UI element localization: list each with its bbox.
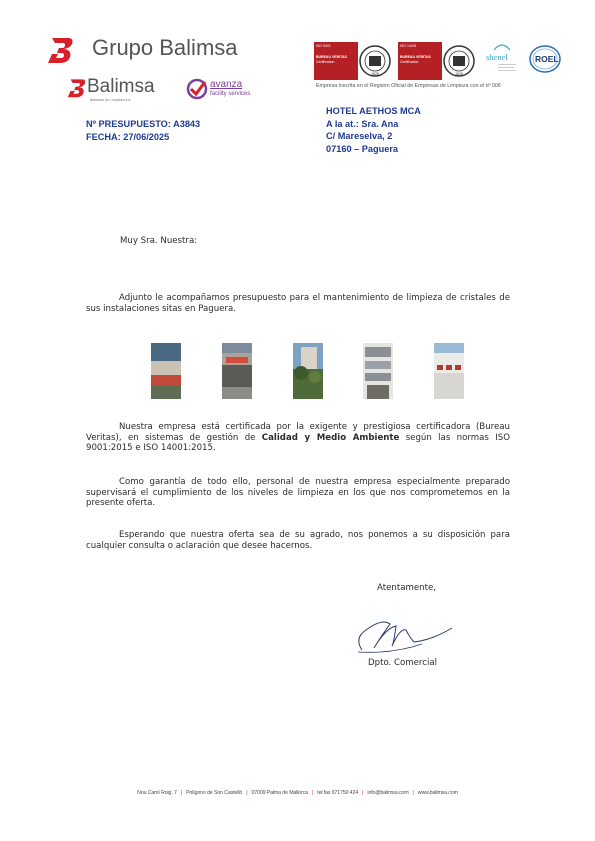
balimsa-small-mark-icon <box>66 78 88 98</box>
shenel-logo <box>484 42 520 82</box>
grupo-balimsa-logo <box>46 34 286 66</box>
group-name: Grupo Balimsa <box>92 35 238 60</box>
recipient-street: C/ Mareselva, 2 <box>326 131 393 141</box>
balimsa-mark-icon <box>46 36 76 64</box>
seal-year-2: 1828 <box>455 72 463 76</box>
signer: Dpto. Comercial <box>368 658 438 668</box>
closing: Atentamente, <box>377 583 436 593</box>
assoc1-name: shenel <box>486 52 508 62</box>
recipient-city: 07160 – Paguera <box>326 143 399 154</box>
bureau-veritas-seal-icon <box>358 42 392 80</box>
paragraph-4: Esperando que nuestra oferta sea de su agrado, nos ponemos a su disposición para cualquier consulta o aclaración que desee hacernos. <box>86 530 510 551</box>
cert2-body: BUREAU VERITAS <box>400 55 431 59</box>
seal-year-1: 1828 <box>371 72 379 76</box>
cert1-code: ISO 9001 <box>316 44 331 48</box>
balimsa-logo <box>66 76 176 104</box>
paragraph-2-text-c: según las normas ISO 9001:2015 e ISO 14001:2015. <box>86 432 510 454</box>
cert1-sub: Certification <box>316 60 335 64</box>
quote-date: FECHA: 27/06/2025 <box>86 131 170 142</box>
hotel-photo-terrace <box>434 343 464 399</box>
paragraph-3: Como garantía de todo ello, personal de nuestra empresa especialmente preparado supervisará el cumplimiento de los niveles de limpieza en los que nos comprometemos en la presente oferta. <box>86 477 510 509</box>
footer-address: Nou Camí Roig, 7 <box>137 790 177 796</box>
hotel-photo-garden <box>293 343 323 399</box>
footer-estate: Polígono de Son Castelló <box>186 790 243 796</box>
partner-name: avanza <box>210 79 243 90</box>
paragraph-1: Adjunto le acompañamos presupuesto para el mantenimiento de limpieza de cristales de sus instalaciones sitas en Paguera. <box>86 293 510 314</box>
quote-number: Nº PRESUPUESTO: A3843 <box>86 119 201 129</box>
cert1-body: BUREAU VERITAS <box>316 55 347 59</box>
registry-note: Empresa inscrita en el Registro Oficial de Empresas de Limpieza con el nº 006 <box>316 83 501 89</box>
cert2-sub: Certification <box>400 60 419 64</box>
footer-phone: tel fax 971750 424 <box>317 790 359 796</box>
paragraph-2-text-a: Nuestra empresa está certificada por la exigente y prestigiosa certificadora (Bureau Veritas), en sistemas de gestión de <box>86 422 510 443</box>
bureau-veritas-seal-icon <box>442 42 476 80</box>
paragraph-2 <box>86 422 510 454</box>
recipient-attention: A la at.: Sra. Ana <box>326 118 399 129</box>
avanza-check-icon <box>186 78 208 100</box>
recipient-block <box>326 105 421 155</box>
partner-tagline: facility services <box>210 91 251 97</box>
iso-9001-badge <box>314 42 392 80</box>
iso-14001-badge <box>398 42 476 80</box>
roel-logo <box>528 44 562 74</box>
footer-email-link[interactable]: info@balimsa.com <box>367 790 409 796</box>
avanza-logo <box>186 78 266 102</box>
quote-block <box>86 118 200 143</box>
cert2-code: ISO 14001 <box>400 44 417 48</box>
recipient-name: HOTEL AETHOS MCA <box>326 106 421 116</box>
salutation: Muy Sra. Nuestra: <box>120 236 198 246</box>
paragraph-2-emphasis: Calidad y Medio Ambiente <box>261 432 400 443</box>
handwritten-signature <box>352 608 472 658</box>
brand-name: Balimsa <box>87 76 155 97</box>
shenel-drop-icon <box>492 42 512 52</box>
hotel-photo-pool <box>151 343 181 399</box>
hotel-photo-entrance <box>222 343 252 399</box>
assoc2-name: ROEL <box>535 54 559 64</box>
footer: Nou Camí Roig, 7 | Polígono de Son Castelló | 07009 Palma de Mallorca | tel fax 971750 424 | info@balimsa.com | www.balimsa.com <box>137 790 458 796</box>
footer-website-link[interactable]: www.balimsa.com <box>417 790 458 796</box>
footer-city: 07009 Palma de Mallorca <box>251 790 308 796</box>
brand-tagline: Baleares de Limpieza s.a. <box>90 98 132 102</box>
hotel-photo-facade <box>363 343 393 399</box>
